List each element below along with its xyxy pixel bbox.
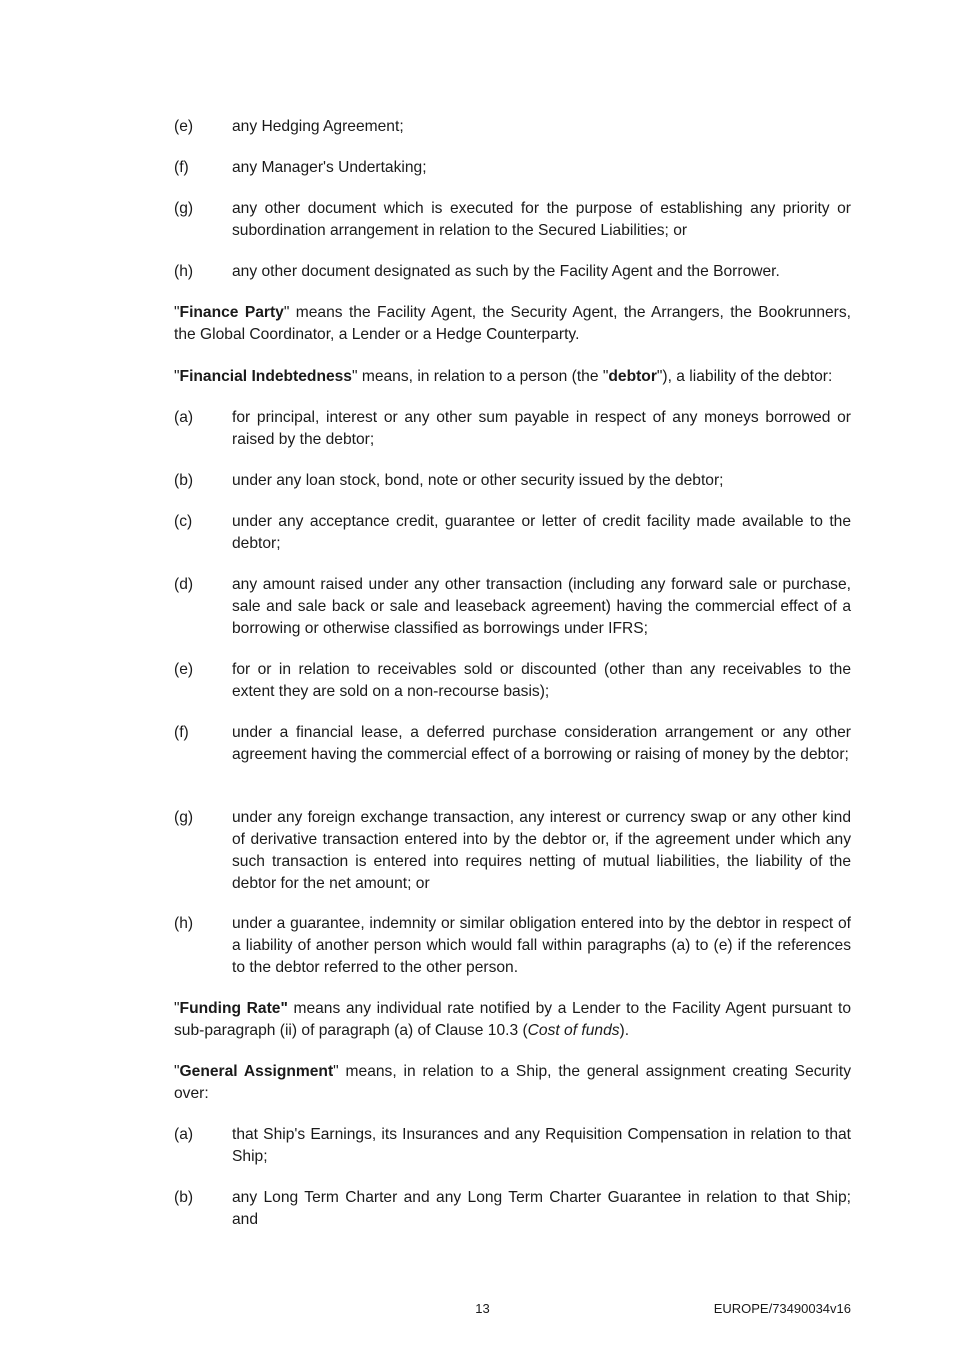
item-text: any Long Term Charter and any Long Term Charter Guarantee in relation to that Ship; and <box>232 1189 851 1228</box>
definition-financial-indebtedness: "Financial Indebtedness" means, in relation to a person (the "debtor"), a liability of the debtor: <box>174 368 833 385</box>
item-text: under any acceptance credit, guarantee or letter of credit facility made available to the debtor; <box>232 513 851 552</box>
item-label: (e) <box>174 118 194 135</box>
item-text: under any loan stock, bond, note or other security issued by the debtor; <box>232 472 724 489</box>
item-label: (d) <box>174 576 194 593</box>
defined-term: Financial Indebtedness <box>179 368 352 385</box>
defined-term: General Assignment <box>179 1063 334 1080</box>
page-number: 13 <box>475 1301 490 1316</box>
item-label: (a) <box>174 409 194 426</box>
item-label: (f) <box>174 724 189 741</box>
defined-term: Funding Rate" <box>179 1000 288 1017</box>
item-label: (g) <box>174 200 194 217</box>
item-label: (h) <box>174 263 194 280</box>
list-item <box>174 574 851 640</box>
item-label: (g) <box>174 809 194 826</box>
item-text: any Manager's Undertaking; <box>232 159 427 176</box>
list-item <box>174 261 851 283</box>
list-item <box>174 116 851 138</box>
item-text: under a financial lease, a deferred purchase consideration arrangement or any other agreement having the commercial effect of a borrowing or raising of money by the debtor; <box>232 724 851 763</box>
item-label: (b) <box>174 1189 194 1206</box>
item-text: any other document designated as such by the Facility Agent and the Borrower. <box>232 263 780 280</box>
list-item <box>174 722 851 766</box>
list-item <box>174 913 851 979</box>
item-text: that Ship's Earnings, its Insurances and any Requisition Compensation in relation to that Ship; <box>232 1126 851 1165</box>
list-item <box>174 807 851 895</box>
list-item <box>174 1124 851 1168</box>
list-item <box>174 659 851 703</box>
item-text: any other document which is executed for the purpose of establishing any priority or subordination arrangement in relation to the Secured Liabilities; or <box>232 200 851 239</box>
document-reference: EUROPE/73490034v16 <box>713 1301 851 1316</box>
item-label: (b) <box>174 472 194 489</box>
item-text: under a guarantee, indemnity or similar obligation entered into by the debtor in respect of a liability of another person which would fall within paragraphs (a) to (e) if the references to the debtor referred to the other person. <box>232 915 851 976</box>
definition-general-assignment: "General Assignment" means, in relation to a Ship, the general assignment creating Security over: <box>174 1063 852 1102</box>
item-label: (a) <box>174 1126 194 1143</box>
item-text: any Hedging Agreement; <box>232 118 404 135</box>
item-label: (e) <box>174 661 194 678</box>
clause-title: Cost of funds <box>527 1022 620 1039</box>
list-item <box>174 407 851 451</box>
item-text: under any foreign exchange transaction, any interest or currency swap or any other kind of derivative transaction entered into by the debtor or, if the agreement under which any such transaction is entered into requires netting of mutual liabilities, the liability of the debtor for the net amount; or <box>232 809 851 892</box>
item-text: for or in relation to receivables sold or discounted (other than any receivables to the extent they are sold on a non-recourse basis); <box>232 661 851 700</box>
list-item <box>174 157 851 179</box>
list-item <box>174 511 851 555</box>
item-text: any amount raised under any other transaction (including any forward sale or purchase, sale and sale back or sale and leaseback agreement) having the commercial effect of a borrowing or otherwise classified as borrowings under IFRS; <box>232 576 851 637</box>
item-text: for principal, interest or any other sum payable in respect of any moneys borrowed or raised by the debtor; <box>232 409 851 448</box>
definition-funding-rate: "Funding Rate" means any individual rate notified by a Lender to the Facility Agent pursuant to sub-paragraph (ii) of paragraph (a) of Clause 10.3 (Cost of funds). <box>174 1000 851 1039</box>
item-label: (c) <box>174 513 193 530</box>
list-item <box>174 470 851 492</box>
definition-finance-party: "Finance Party" means the Facility Agent, the Security Agent, the Arrangers, the Bookrunners, the Global Coordinator, a Lender or a Hedge Counterparty. <box>174 304 852 343</box>
list-item <box>174 1187 851 1231</box>
defined-term: Finance Party <box>179 304 284 321</box>
list-item <box>174 198 851 242</box>
item-label: (h) <box>174 915 194 932</box>
defined-term: debtor <box>608 368 657 385</box>
item-label: (f) <box>174 159 189 176</box>
